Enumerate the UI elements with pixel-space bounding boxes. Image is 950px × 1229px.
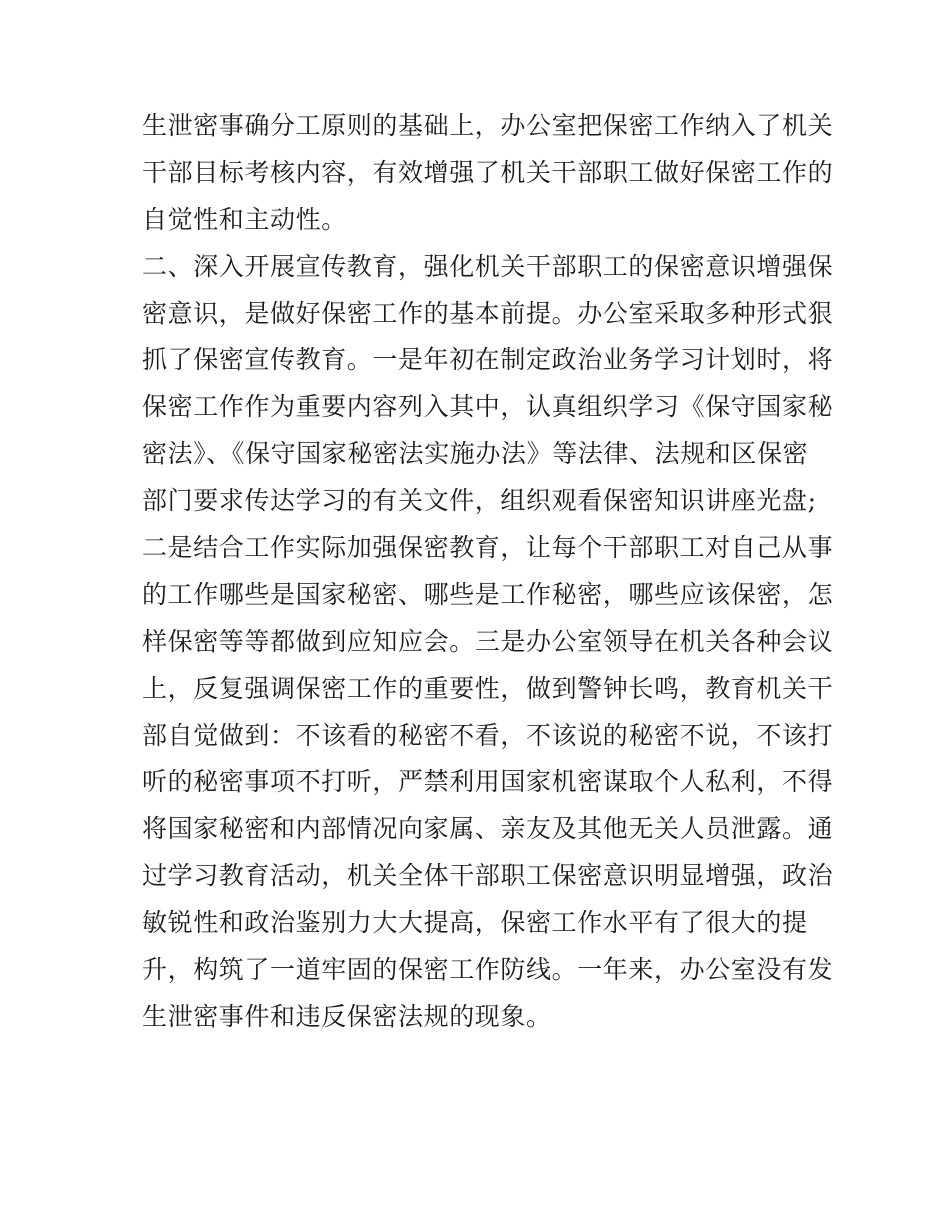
- text-line: 生泄密事确分工原则的基础上，办公室把保密工作纳入了机关: [142, 111, 834, 140]
- text-line: 将国家秘密和内部情况向家属、亲友及其他无关人员泄露。通: [142, 814, 834, 844]
- text-line: 的工作哪些是国家秘密、哪些是工作秘密，哪些应该保密，怎: [142, 579, 834, 609]
- text-line: 二是结合工作实际加强保密教育，让每个干部职工对自己从事: [142, 533, 834, 563]
- text-line: 升，构筑了一道牢固的保密工作防线。一年来，办公室没有发: [142, 955, 834, 985]
- document-body: [142, 103, 834, 1041]
- text-line: 保密工作作为重要内容列入其中，认真组织学习《保守国家秘: [142, 392, 834, 422]
- text-line: 干部目标考核内容，有效增强了机关干部职工做好保密工作的: [142, 157, 834, 187]
- text-line: 部门要求传达学习的有关文件，组织观看保密知识讲座光盘;: [142, 486, 817, 516]
- text-line: 密意识，是做好保密工作的基本前提。办公室采取多种形式狠: [142, 298, 834, 328]
- text-line: 自觉性和主动性。: [142, 204, 347, 234]
- text-line: 样保密等等都做到应知应会。三是办公室领导在机关各种会议: [142, 626, 834, 656]
- text-line: 部自觉做到：不该看的秘密不看，不该说的秘密不说，不该打: [142, 720, 834, 750]
- text-line: 上，反复强调保密工作的重要性，做到警钟长鸣，教育机关干: [142, 673, 834, 703]
- text-line: 二、深入开展宣传教育，强化机关干部职工的保密意识增强保: [142, 251, 834, 281]
- text-line: 敏锐性和政治鉴别力大大提高，保密工作水平有了很大的提: [142, 908, 808, 938]
- text-line: 密法》、《保守国家秘密法实施办法》等法律、法规和区保密: [142, 439, 809, 469]
- text-line: 抓了保密宣传教育。一是年初在制定政治业务学习计划时，将: [142, 345, 834, 375]
- text-line: 听的秘密事项不打听，严禁利用国家机密谋取个人私利，不得: [142, 767, 834, 797]
- text-line: 过学习教育活动，机关全体干部职工保密意识明显增强，政治: [142, 861, 834, 891]
- text-line: 生泄密事件和违反保密法规的现象。: [142, 1001, 552, 1031]
